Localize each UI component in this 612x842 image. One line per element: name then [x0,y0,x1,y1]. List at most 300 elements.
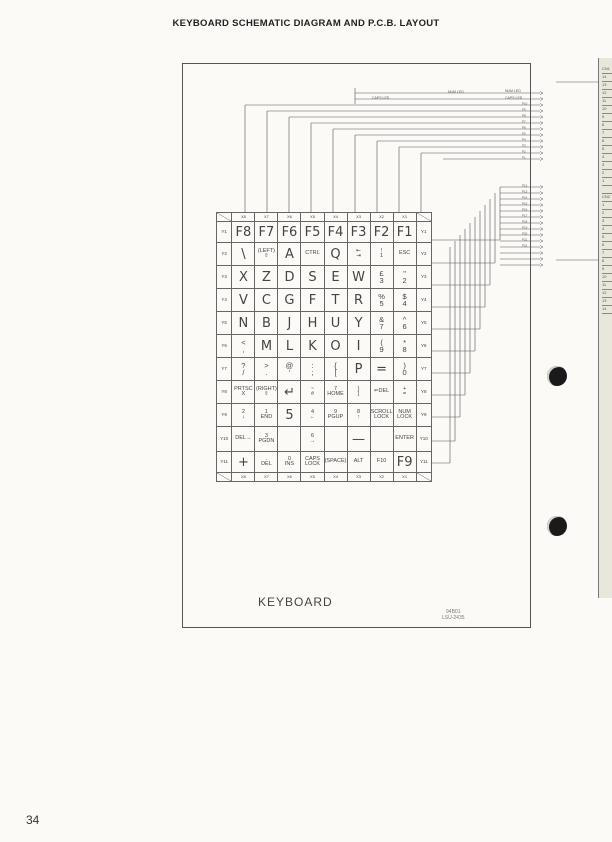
key-legend: ⇤ [356,247,361,254]
binder-hole-bottom [547,516,567,536]
key-cell [394,404,417,426]
key-legend: + [403,385,407,392]
key-cell [371,335,394,357]
edge-pin: 1 [602,202,612,210]
edge-pin: 9 [602,266,612,274]
key-cell [371,289,394,311]
key-legend: / [242,368,245,377]
pin-label-bottom: P16 [522,207,528,212]
key-cell [301,381,324,403]
key-legend: F7 [258,224,275,240]
connector-arrow [540,128,543,131]
key-legend: F4 [327,224,344,240]
key-legend: I [356,338,361,354]
key-legend: D [284,269,295,285]
key-cell [232,381,255,403]
column-header: X2 [371,473,394,481]
edge-pin: 3 [602,162,612,170]
key-cell [348,222,371,242]
row-label-right: Y1 [417,222,432,242]
row-label-left: Y1 [216,222,232,242]
edge-pin: 7 [602,250,612,258]
key-cell [371,404,394,426]
key-cell [371,312,394,334]
pin-label-bottom: P22 [522,243,528,248]
key-legend: 8 [402,345,407,354]
key-legend: F8 [235,224,252,240]
key-legend: \ [241,246,246,262]
pin-label-bottom: P12 [522,183,528,188]
column-header: X8 [232,213,255,221]
key-legend: ⇥ [356,253,361,259]
edge-pin: 13 [602,298,612,306]
edge-pin: 10 [602,106,612,114]
key-legend: V [238,292,248,308]
column-header: X1 [394,473,417,481]
key-cell [301,335,324,357]
edge-pin: 14 [602,306,612,314]
row-label-left: Y3 [216,266,232,288]
key-cell [232,266,255,288]
column-header: X6 [278,473,301,481]
key-legend: { [334,360,337,370]
matrix-header-row [216,472,432,482]
connector-arrow [540,228,543,231]
row-label-right: Y7 [417,358,432,380]
key-legend: = [403,391,407,397]
key-cell [232,289,255,311]
key-legend: F [308,292,317,308]
connector-arrow [540,216,543,219]
key-legend: 0 [287,455,291,462]
key-legend: ' [288,368,291,377]
row-label-left: Y9 [216,404,232,426]
key-legend: S [308,269,317,285]
key-legend: NUM [398,408,411,415]
key-legend: " [403,268,406,278]
key-legend: 5 [285,407,294,423]
connector-arrow [540,158,543,161]
key-cell [348,358,371,380]
key-legend: ↑ [357,414,360,420]
edge-pin: 9 [602,114,612,122]
key-legend: 9 [333,408,338,415]
key-cell [301,243,324,265]
row-label-left: Y10 [216,427,232,451]
key-legend: . [265,368,268,377]
edge-pin: 3 [602,218,612,226]
key-cell [325,243,348,265]
edge-pin: 2 [602,210,612,218]
pin-label-bottom: P17 [522,213,528,218]
key-legend: 4 [310,408,315,415]
connector-arrow [540,134,543,137]
keyboard-label: KEYBOARD [258,595,333,609]
connector-arrow [540,104,543,107]
key-cell [371,266,394,288]
key-legend: L [285,338,294,354]
row-label-left: Y8 [216,381,232,403]
key-legend: , [242,345,245,354]
key-legend: (RIGHT) [256,385,277,392]
pin-label-top: P9 [522,107,526,112]
key-legend: $ [402,291,407,301]
key-cell [325,289,348,311]
key-cell [348,427,371,451]
matrix-row [216,221,432,242]
key-cell [301,222,324,242]
key-cell [325,222,348,242]
key-cell [278,266,301,288]
key-cell [325,312,348,334]
key-legend: ( [380,337,383,347]
key-cell [255,358,278,380]
key-legend: (SPACE) [324,458,347,465]
key-cell [394,381,417,403]
key-cell [371,452,394,472]
key-cell [394,452,417,472]
key-cell [255,381,278,403]
key-cell [394,266,417,288]
key-cell [394,427,417,451]
connector-arrow [540,234,543,237]
pin-label-top: P6 [522,125,526,130]
key-cell [255,427,278,451]
key-legend: 2 [402,276,407,285]
key-legend: + [237,454,249,470]
key-cell [301,266,324,288]
key-legend: * [403,337,407,347]
caps-led-right-label: CAPS LED [505,96,523,100]
key-legend: CAPS [304,455,320,462]
key-cell [278,381,301,403]
row-label-right: Y5 [417,312,432,334]
pin-label-top: P4 [522,137,526,142]
key-legend: → [309,438,316,444]
pin-label-top: P2 [522,149,526,154]
row-label-right: Y9 [417,404,432,426]
key-cell [394,335,417,357]
column-header: X3 [348,473,371,481]
edge-pin: 6 [602,138,612,146]
key-legend: : [311,360,314,370]
pin-label-bottom: P19 [522,225,528,230]
key-legend: 8 [357,408,361,415]
key-cell [255,222,278,242]
key-legend: PRTSC [234,385,253,392]
column-header: X4 [325,213,348,221]
key-legend: PGUP [327,414,344,420]
pin-label-bottom: P13 [522,189,528,194]
row-label-right: Y6 [417,335,432,357]
key-legend: ↓ [242,414,245,420]
key-legend: 6 [402,322,407,331]
key-cell [278,452,301,472]
key-cell [325,404,348,426]
row-label-right: Y10 [417,427,432,451]
key-cell [301,358,324,380]
pin-label-bottom: P21 [522,237,528,242]
row-label-right: Y2 [417,243,432,265]
key-legend: F5 [304,224,321,240]
key-legend: > [264,360,269,370]
key-legend: @ [285,360,294,370]
edge-pin: 7 [602,130,612,138]
edge-pin: 10 [602,274,612,282]
pin-label-top: P5 [522,131,526,136]
key-cell [278,404,301,426]
edge-pin: 8 [602,258,612,266]
matrix-row [216,451,432,472]
key-legend: J [287,315,292,331]
row-label-left: Y4 [216,289,232,311]
key-legend: ← [309,414,316,420]
pin-label-top: P8 [522,113,526,118]
connector-arrow [540,122,543,125]
connector-arrow [540,252,543,255]
key-cell [325,452,348,472]
key-cell [325,266,348,288]
key-cell [371,243,394,265]
edge-pin: 4 [602,154,612,162]
key-legend: ESC [398,250,411,257]
connector-arrow [540,186,543,189]
key-cell [301,427,324,451]
key-legend: F9 [396,454,413,470]
key-legend: P [354,361,363,377]
matrix-row [216,265,432,288]
page-title: KEYBOARD SCHEMATIC DIAGRAM AND P.C.B. LAYOUT [172,18,440,29]
key-cell [255,289,278,311]
matrix-row [216,334,432,357]
key-legend: U [330,315,341,331]
key-legend: 1 [380,253,384,259]
key-cell [394,222,417,242]
edge-pin: 14 [602,74,612,82]
key-cell [371,222,394,242]
key-cell [348,404,371,426]
key-cell [255,243,278,265]
key-legend: 6 [310,432,315,439]
page-number: 34 [26,813,40,827]
key-cell [325,427,348,451]
pin-label-bottom: P18 [522,219,528,224]
key-legend: C [261,292,271,308]
key-legend: T [331,292,340,308]
pin-label-bottom: P15 [522,201,528,206]
matrix-row [216,311,432,334]
key-legend: ↵ [284,384,295,400]
key-cell [232,222,255,242]
connector-arrow [540,98,543,101]
connector-arrow [540,92,543,95]
pin-label-bottom: P20 [522,231,528,236]
row-label-left: Y7 [216,358,232,380]
key-legend: F2 [373,224,390,240]
key-cell [394,312,417,334]
column-header: X7 [255,213,278,221]
key-legend: H [307,315,318,331]
key-cell [348,312,371,334]
key-legend: = [376,361,388,377]
matrix-row [216,242,432,265]
column-header: X1 [394,213,417,221]
key-legend: F6 [281,224,298,240]
key-cell [301,312,324,334]
key-legend: % [378,291,385,301]
row-label-right: Y8 [417,381,432,403]
key-legend: W [352,269,365,285]
part-number-1: 94B01 [446,609,461,615]
key-cell [325,335,348,357]
connector-arrow [540,258,543,261]
connector-arrow [540,264,543,267]
key-cell [255,335,278,357]
edge-pin: 5 [602,146,612,154]
key-cell [232,452,255,472]
column-header: X4 [325,473,348,481]
key-cell [278,289,301,311]
key-cell [278,335,301,357]
key-cell [348,381,371,403]
edge-pin: 8 [602,122,612,130]
matrix-row [216,380,432,403]
connector-arrow [540,246,543,249]
key-cell [394,243,417,265]
key-cell [348,452,371,472]
key-matrix [216,212,432,482]
column-header: X6 [278,213,301,221]
key-legend: 3 [379,276,384,285]
edge-pin: 11 [602,98,612,106]
key-legend: 2 [241,408,245,415]
key-legend: F1 [396,224,413,240]
edge-pin: CN1 [602,66,612,74]
key-legend: ENTER [395,435,414,442]
key-legend: LOCK [304,461,320,467]
key-legend: ) [403,360,406,370]
edge-pin: 13 [602,82,612,90]
key-legend: A [285,246,294,262]
row-label-right: Y3 [417,266,432,288]
key-legend: ; [311,368,314,377]
key-legend: 4 [402,299,407,308]
key-legend: 7 [379,322,384,331]
binder-hole-top [547,366,567,386]
key-cell [301,452,324,472]
num-led-label: NUM LED [448,90,464,94]
key-cell [371,358,394,380]
key-legend: ⇐DEL [373,388,390,395]
key-legend: E [331,269,340,285]
key-cell [348,243,371,265]
connector-arrow [540,116,543,119]
caps-led-label: CAPS LED [372,96,390,100]
row-label-left: Y5 [216,312,232,334]
matrix-row [216,426,432,451]
key-cell [278,222,301,242]
column-header: X5 [301,473,324,481]
row-label-left: Y2 [216,243,232,265]
key-legend: 7 [333,385,338,392]
key-cell [232,335,255,357]
part-number [442,609,465,621]
key-legend: (LEFT) [257,247,275,254]
key-legend: M [260,338,273,354]
key-legend: Z [261,269,271,285]
key-legend: F10 [376,458,387,465]
key-cell [325,381,348,403]
matrix-corner [417,213,432,221]
key-legend: X [238,269,248,285]
key-legend: . [265,455,268,462]
key-legend: Q [330,246,341,262]
key-legend: B [261,315,271,331]
key-cell [348,335,371,357]
key-legend: HOME [327,391,344,397]
key-cell [278,312,301,334]
key-legend: N [238,315,249,331]
key-legend: < [241,337,246,347]
key-legend: X [241,391,246,397]
matrix-corner [417,473,432,481]
key-legend: ! [380,247,383,254]
key-cell [371,381,394,403]
edge-pin: 1 [602,178,612,186]
connector-arrow [540,152,543,155]
key-cell [255,312,278,334]
matrix-corner [216,213,232,221]
key-legend: } [357,385,360,392]
key-legend: LOCK [397,414,413,420]
key-cell [278,427,301,451]
row-label-right: Y11 [417,452,432,472]
row-label-left: Y11 [216,452,232,472]
connector-arrow [540,210,543,213]
key-legend: PGDN [258,438,275,444]
column-header: X3 [348,213,371,221]
key-legend: & [379,314,385,324]
edge-pin: 2 [602,170,612,178]
edge-pin [602,186,612,194]
key-legend: ] [357,391,360,397]
edge-pin: 12 [602,290,612,298]
key-cell [301,404,324,426]
edge-pin: 5 [602,234,612,242]
key-legend: ALT [353,458,364,465]
key-legend: 3 [264,432,268,439]
edge-pin: 6 [602,242,612,250]
edge-pin: CN2 [602,194,612,202]
key-cell [232,358,255,380]
key-legend: ? [241,360,246,370]
key-cell [371,427,394,451]
key-legend: CTRL [305,250,320,257]
key-legend: 9 [379,345,384,354]
matrix-row [216,403,432,426]
key-legend: END [260,414,273,420]
key-cell [255,452,278,472]
key-legend: £ [379,268,384,278]
connector-arrow [540,198,543,201]
key-legend: K [308,338,317,354]
key-legend: INS [284,461,295,467]
key-legend: ⇧ [264,253,269,259]
column-header: X8 [232,473,255,481]
connector-arrow [540,192,543,195]
edge-pin: 11 [602,282,612,290]
row-label-right: Y4 [417,289,432,311]
